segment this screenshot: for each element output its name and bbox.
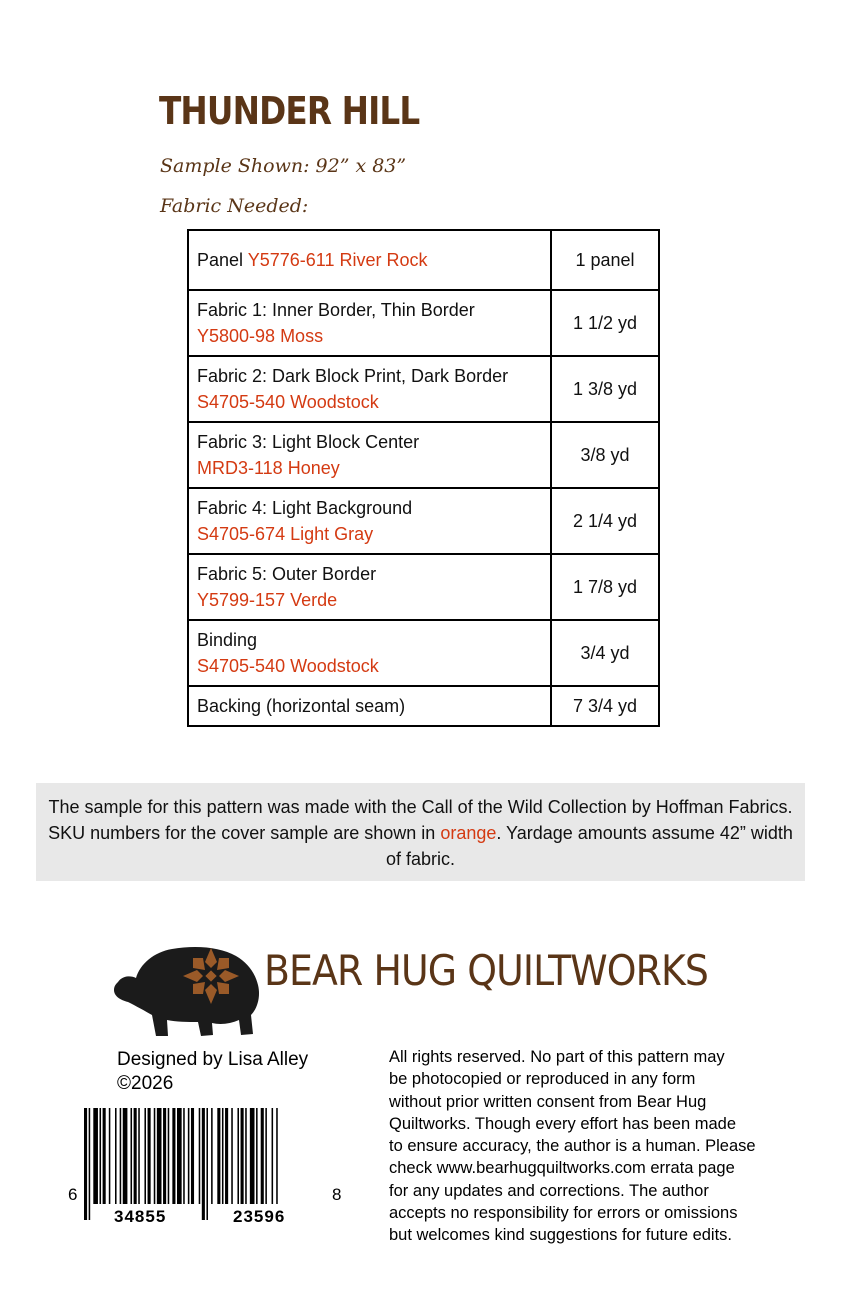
barcode-bar bbox=[172, 1108, 175, 1204]
barcode-bar bbox=[191, 1108, 194, 1204]
barcode-bar bbox=[265, 1108, 267, 1204]
fabric-row bbox=[188, 356, 659, 422]
fabric-row bbox=[188, 422, 659, 488]
barcode-bar bbox=[100, 1108, 102, 1204]
barcode-bar bbox=[89, 1108, 91, 1220]
barcode-bar bbox=[134, 1108, 137, 1204]
fabric-name: Backing (horizontal seam) bbox=[197, 696, 406, 716]
fabric-sku: S4705-540 Woodstock bbox=[197, 656, 379, 676]
fabric-needed-heading: Fabric Needed: bbox=[160, 195, 309, 217]
rights-line: All rights reserved. No part of this pattern may bbox=[389, 1048, 725, 1066]
fabric-amount: 1 1/2 yd bbox=[551, 290, 659, 356]
designer-name: Designed by Lisa Alley bbox=[117, 1049, 309, 1070]
fabric-description bbox=[188, 422, 551, 488]
barcode bbox=[68, 1108, 348, 1226]
barcode-right-digit: 8 bbox=[332, 1185, 342, 1204]
fabric-table bbox=[187, 229, 660, 727]
barcode-bar bbox=[199, 1108, 201, 1204]
barcode-bar bbox=[183, 1108, 185, 1204]
fabric-row bbox=[188, 488, 659, 554]
fabric-row bbox=[188, 290, 659, 356]
barcode-bar bbox=[245, 1108, 247, 1204]
fabric-name: Binding bbox=[197, 630, 258, 650]
barcode-bar bbox=[250, 1108, 255, 1204]
fabric-sku: MRD3-118 Honey bbox=[197, 458, 340, 478]
fabric-description bbox=[188, 230, 551, 290]
barcode-bar bbox=[84, 1108, 87, 1220]
fabric-name: Fabric 2: Dark Block Print, Dark Border bbox=[197, 366, 509, 386]
barcode-bar bbox=[225, 1108, 228, 1204]
barcode-bar bbox=[217, 1108, 220, 1204]
fabric-row bbox=[188, 230, 659, 290]
fabric-sku: S4705-540 Woodstock bbox=[197, 392, 379, 412]
copyright: ©2026 bbox=[117, 1073, 174, 1094]
barcode-bar bbox=[148, 1108, 151, 1204]
brand-name: BEAR HUG QUILTWORKS bbox=[264, 946, 708, 995]
barcode-bar bbox=[154, 1108, 156, 1204]
fabric-name: Fabric 1: Inner Border, Thin Border bbox=[197, 300, 475, 320]
rights-line: for any updates and corrections. The author bbox=[389, 1181, 709, 1200]
fabric-amount: 3/4 yd bbox=[551, 620, 659, 686]
bear-silhouette bbox=[114, 947, 259, 1036]
rights-line: to ensure accuracy, the author is a human. Please bbox=[389, 1137, 756, 1156]
rights-line: be photocopied or reproduced in any form bbox=[389, 1070, 696, 1089]
pattern-title: THUNDER HILL bbox=[159, 89, 420, 133]
fabric-amount: 1 7/8 yd bbox=[551, 554, 659, 620]
fabric-description bbox=[188, 554, 551, 620]
barcode-bar bbox=[237, 1108, 239, 1204]
barcode-bar bbox=[144, 1108, 146, 1204]
barcode-left-digit: 6 bbox=[68, 1185, 78, 1204]
sample-note bbox=[36, 783, 805, 881]
barcode-bar bbox=[256, 1108, 258, 1204]
designer-credit bbox=[117, 1048, 308, 1096]
fabric-row bbox=[188, 554, 659, 620]
barcode-bar bbox=[261, 1108, 264, 1204]
barcode-bar bbox=[131, 1108, 133, 1204]
fabric-name: Fabric 5: Outer Border bbox=[197, 564, 377, 584]
fabric-amount: 7 3/4 yd bbox=[551, 686, 659, 726]
barcode-bar bbox=[168, 1108, 170, 1204]
barcode-bar bbox=[206, 1108, 208, 1220]
fabric-description bbox=[188, 620, 551, 686]
fabric-sku: Y5799-157 Verde bbox=[197, 590, 338, 610]
fabric-sku: Y5776-611 River Rock bbox=[247, 250, 428, 270]
fabric-amount: 1 panel bbox=[551, 230, 659, 290]
note-highlight: orange bbox=[440, 823, 497, 843]
barcode-bar bbox=[120, 1108, 122, 1204]
barcode-group-2: 23596 bbox=[233, 1207, 286, 1226]
sample-size: Sample Shown: 92” x 83” bbox=[160, 155, 407, 177]
fabric-name: Fabric 3: Light Block Center bbox=[197, 432, 420, 452]
rights-line: check www.bearhugquiltworks.com errata page bbox=[389, 1159, 735, 1178]
barcode-bar bbox=[115, 1108, 117, 1204]
rights-line: without prior written consent from Bear Hug bbox=[389, 1092, 707, 1111]
barcode-bar bbox=[163, 1108, 166, 1204]
barcode-bar bbox=[123, 1108, 128, 1204]
fabric-description bbox=[188, 290, 551, 356]
barcode-bar bbox=[109, 1108, 111, 1204]
barcode-bar bbox=[222, 1108, 224, 1204]
fabric-name: Fabric 4: Light Background bbox=[197, 498, 413, 518]
fabric-amount: 2 1/4 yd bbox=[551, 488, 659, 554]
fabric-row bbox=[188, 620, 659, 686]
fabric-description bbox=[188, 488, 551, 554]
barcode-bar bbox=[177, 1108, 182, 1204]
bear-logo-icon bbox=[110, 942, 262, 1042]
barcode-bar bbox=[202, 1108, 205, 1220]
fabric-amount: 3/8 yd bbox=[551, 422, 659, 488]
barcode-bar bbox=[272, 1108, 274, 1204]
fabric-sku: S4705-674 Light Gray bbox=[197, 524, 374, 544]
fabric-amount: 1 3/8 yd bbox=[551, 356, 659, 422]
rights-notice bbox=[389, 1046, 799, 1247]
barcode-bar bbox=[93, 1108, 98, 1204]
rights-line: but welcomes kind suggestions for future edits. bbox=[389, 1226, 733, 1245]
rights-line: accepts no responsibility for errors or omissions bbox=[389, 1204, 738, 1223]
fabric-row bbox=[188, 686, 659, 726]
fabric-name: Panel bbox=[197, 250, 248, 270]
fabric-sku: Y5800-98 Moss bbox=[197, 326, 324, 346]
barcode-bar bbox=[103, 1108, 106, 1204]
fabric-description bbox=[188, 686, 551, 726]
barcode-bar bbox=[188, 1108, 190, 1204]
barcode-bar bbox=[241, 1108, 244, 1204]
barcode-bar bbox=[138, 1108, 140, 1204]
barcode-bar bbox=[211, 1108, 213, 1204]
note-text-1: The sample for this pattern was made with the Call of the Wild Collection by Hoffman Fabrics. SKU numbers for the cover sample are shown in bbox=[48, 797, 793, 843]
barcode-group-1: 34855 bbox=[114, 1207, 167, 1226]
barcode-bar bbox=[157, 1108, 162, 1204]
note-text-2: . Yardage amounts assume 42” width of fabric. bbox=[385, 823, 793, 869]
rights-line: Quiltworks. Though every effort has been made bbox=[389, 1114, 736, 1133]
barcode-bar bbox=[231, 1108, 233, 1204]
barcode-bar bbox=[276, 1108, 278, 1204]
fabric-description bbox=[188, 356, 551, 422]
